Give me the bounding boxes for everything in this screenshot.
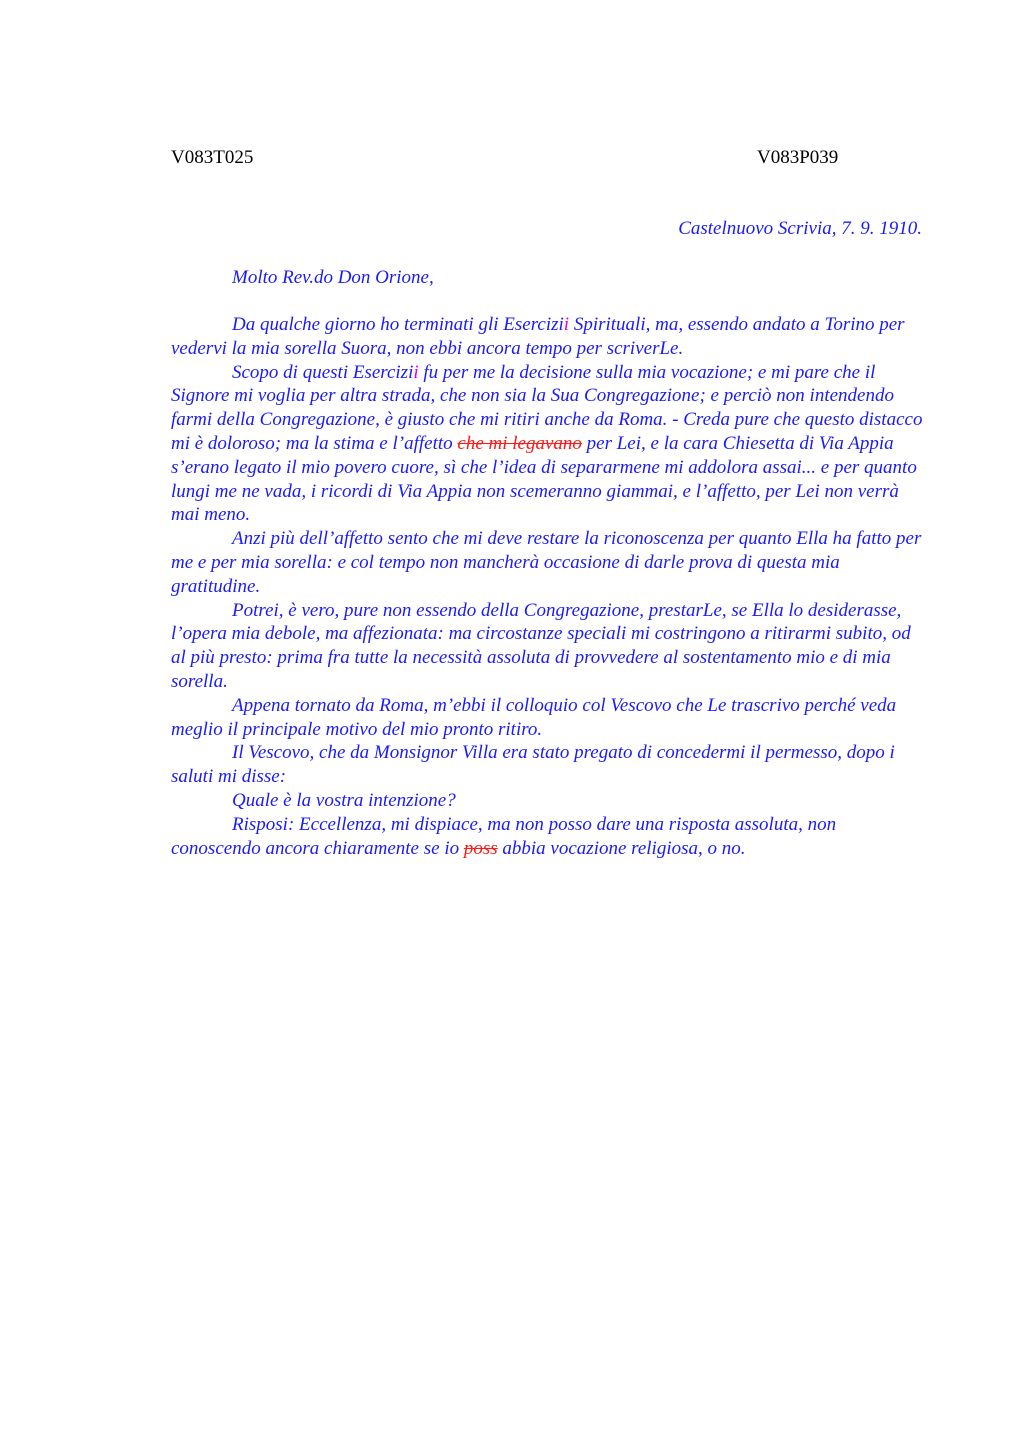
deleted-text: poss — [463, 837, 498, 859]
letter-paragraph-8 — [171, 813, 926, 861]
insertion-mark: i — [413, 361, 419, 383]
letter-paragraph-6: Il Vescovo, che da Monsignor Villa era stato pregato di concedermi il permesso, dopo i saluti mi disse: — [171, 742, 895, 788]
paragraph-text: fu per me la decisione sulla mia vocazione; e mi pare che il Signore mi voglia per altra strada, che non sia la Sua Congregazione; e perciò non intendendo farmi della Congregazione, è giusto che mi ritiri anche da Roma. - Creda pure che questo distacco mi è doloroso; ma la stima e l’affetto — [171, 361, 923, 454]
paragraph-text: Risposi: Eccellenza, mi dispiace, ma non posso dare una risposta assoluta, non conoscendo ancora chiaramente se io — [171, 813, 837, 859]
letter-salutation: Molto Rev.do Don Orione, — [232, 267, 434, 288]
letter-place-date: Castelnuovo Scrivia, 7. 9. 1910. — [678, 218, 922, 239]
letter-paragraph-5: Appena tornato da Roma, m’ebbi il colloquio col Vescovo che Le trascrivo perché veda meglio il principale motivo del mio pronto ritiro. — [171, 694, 897, 740]
letter-paragraph-3: Anzi più dell’affetto sento che mi deve restare la riconoscenza per quanto Ella ha fatto per me e per mia sorella: e col tempo non mancherà occasione di darle prova di questa mia gratitudine. — [171, 528, 922, 597]
paragraph-text: Da qualche giorno ho terminati gli Esercizi — [232, 314, 564, 335]
letter-body — [171, 313, 926, 860]
paragraph-text: per Lei, e la cara Chiesetta di Via Appia s’erano legato il mio povero cuore, sì che l’idea di separarmene mi addolora assai... e per quanto lungi me ne vada, i ricordi di Via Appia non scemeranno giammai, e l’affetto, per Lei non verrà mai meno. — [171, 432, 917, 526]
letter-paragraph-1 — [171, 313, 926, 361]
document-code-left: V083T025 — [171, 147, 254, 168]
letter-paragraph-2 — [171, 361, 926, 528]
paragraph-text: Scopo di questi Esercizi — [232, 361, 414, 383]
document-code-right: V083P039 — [757, 147, 839, 168]
letter-paragraph-7: Quale è la vostra intenzione? — [232, 789, 456, 811]
paragraph-text: abbia vocazione religiosa, o no. — [497, 837, 746, 859]
insertion-mark: i — [563, 314, 570, 335]
letter-paragraph-4: Potrei, è vero, pure non essendo della Congregazione, prestarLe, se Ella lo desiderasse, l’opera mia debole, ma affezionata: ma circostanze speciali mi costringono a ritirarmi subito, od al più presto: prima fra tutte la necessità assoluta di provvedere al sostentamento mio e di mia sorella. — [171, 599, 911, 692]
paragraph-text: Spirituali, ma, essendo andato a Torino per vedervi la mia sorella Suora, non ebbi ancora tempo per scriverLe. — [171, 314, 905, 359]
deleted-text: che mi legavano — [457, 432, 582, 454]
